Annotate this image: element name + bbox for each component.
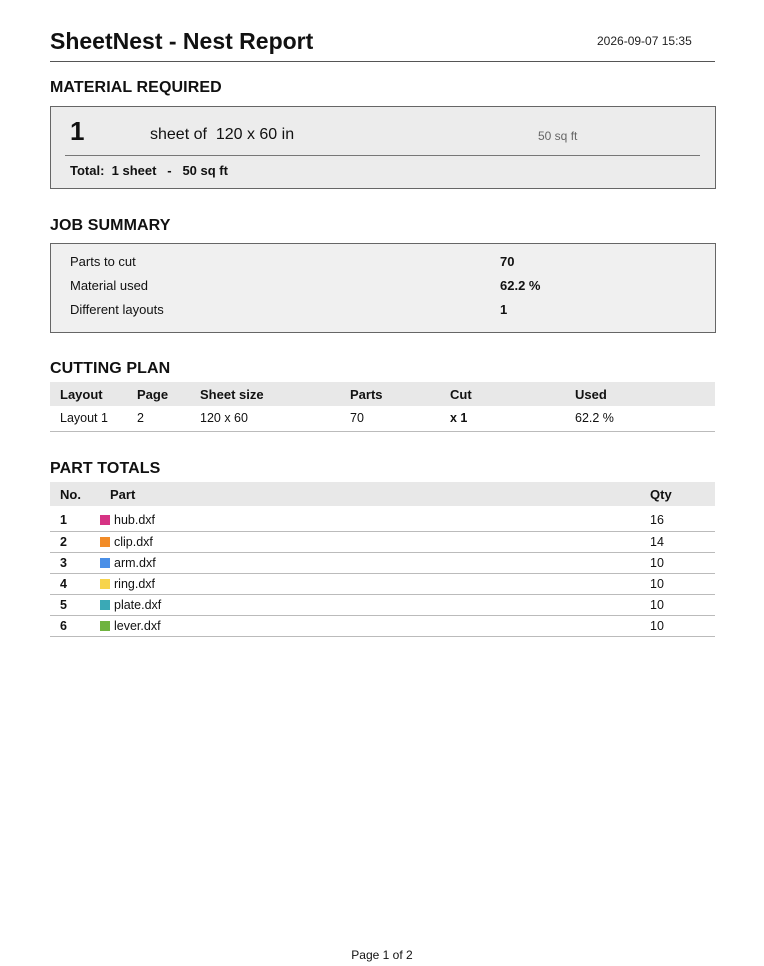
table-row bbox=[50, 531, 715, 552]
part-totals-section-title: PART TOTALS bbox=[50, 460, 161, 477]
cell-no: 6 bbox=[50, 615, 94, 636]
column-header-page: Page bbox=[127, 382, 190, 406]
summary-label: Parts to cut bbox=[70, 254, 136, 269]
summary-section-title: JOB SUMMARY bbox=[50, 217, 171, 234]
material-box bbox=[50, 106, 716, 189]
table-row bbox=[50, 406, 715, 431]
cell-qty: 10 bbox=[640, 552, 715, 573]
part-name: plate.dxf bbox=[114, 597, 162, 612]
column-header-sheet-size: Sheet size bbox=[190, 382, 340, 406]
table-header-row bbox=[50, 482, 715, 506]
summary-value: 62.2 % bbox=[500, 278, 541, 293]
table-header-row bbox=[50, 382, 715, 406]
part-name: hub.dxf bbox=[114, 512, 156, 527]
material-quantity: 1 bbox=[70, 116, 85, 146]
material-description: sheet of 120 x 60 in bbox=[150, 126, 295, 143]
cell-qty: 10 bbox=[640, 573, 715, 594]
table-row bbox=[50, 615, 715, 636]
table-row bbox=[50, 552, 715, 573]
cell-part bbox=[94, 594, 640, 615]
cell-page: 2 bbox=[127, 406, 190, 431]
summary-value: 1 bbox=[500, 302, 508, 317]
part-totals-table bbox=[50, 482, 715, 637]
summary-label: Material used bbox=[70, 278, 149, 293]
cell-part bbox=[94, 506, 640, 531]
cutting-plan-section-title: CUTTING PLAN bbox=[50, 360, 171, 377]
page-number: Page 1 of 2 bbox=[351, 948, 413, 962]
color-swatch bbox=[100, 600, 110, 610]
cell-cut: x 1 bbox=[440, 406, 565, 431]
column-header-cut: Cut bbox=[440, 382, 565, 406]
cell-used: 62.2 % bbox=[565, 406, 715, 431]
part-name: ring.dxf bbox=[114, 576, 155, 591]
cell-no: 3 bbox=[50, 552, 94, 573]
column-header-layout: Layout bbox=[50, 382, 127, 406]
part-name: clip.dxf bbox=[114, 534, 153, 549]
cutting-plan-table bbox=[50, 382, 715, 432]
color-swatch bbox=[100, 558, 110, 568]
table-row bbox=[50, 506, 715, 531]
report-header bbox=[50, 26, 715, 62]
cell-part bbox=[94, 573, 640, 594]
table-row bbox=[50, 573, 715, 594]
material-divider bbox=[65, 155, 700, 156]
part-name: lever.dxf bbox=[114, 618, 161, 633]
cell-layout: Layout 1 bbox=[50, 406, 127, 431]
cell-no: 4 bbox=[50, 573, 94, 594]
color-swatch bbox=[100, 537, 110, 547]
material-section-title: MATERIAL REQUIRED bbox=[50, 79, 222, 96]
material-area: 50 sq ft bbox=[538, 129, 578, 143]
column-header-used: Used bbox=[565, 382, 715, 406]
cell-qty: 10 bbox=[640, 594, 715, 615]
cell-no: 5 bbox=[50, 594, 94, 615]
cell-qty: 14 bbox=[640, 531, 715, 552]
summary-row-layouts bbox=[70, 302, 690, 320]
cell-part bbox=[94, 615, 640, 636]
table-row bbox=[50, 594, 715, 615]
summary-row-material-used bbox=[70, 278, 690, 296]
summary-box bbox=[50, 243, 716, 333]
color-swatch bbox=[100, 579, 110, 589]
column-header-qty: Qty bbox=[640, 482, 715, 506]
cell-no: 1 bbox=[50, 506, 94, 531]
material-total: Total: 1 sheet - 50 sq ft bbox=[70, 163, 228, 178]
cell-qty: 10 bbox=[640, 615, 715, 636]
cell-part bbox=[94, 531, 640, 552]
cell-part bbox=[94, 552, 640, 573]
color-swatch bbox=[100, 515, 110, 525]
cell-sheet-size: 120 x 60 bbox=[190, 406, 340, 431]
report-timestamp: 2026-09-07 15:35 bbox=[597, 34, 692, 48]
color-swatch bbox=[100, 621, 110, 631]
column-header-part: Part bbox=[94, 482, 640, 506]
summary-row-parts bbox=[70, 254, 690, 272]
column-header-parts: Parts bbox=[340, 382, 440, 406]
report-title: SheetNest - Nest Report bbox=[50, 28, 314, 54]
column-header-no: No. bbox=[50, 482, 94, 506]
part-name: arm.dxf bbox=[114, 555, 156, 570]
summary-value: 70 bbox=[500, 254, 515, 269]
cell-parts: 70 bbox=[340, 406, 440, 431]
cell-qty: 16 bbox=[640, 506, 715, 531]
cell-no: 2 bbox=[50, 531, 94, 552]
summary-label: Different layouts bbox=[70, 302, 164, 317]
